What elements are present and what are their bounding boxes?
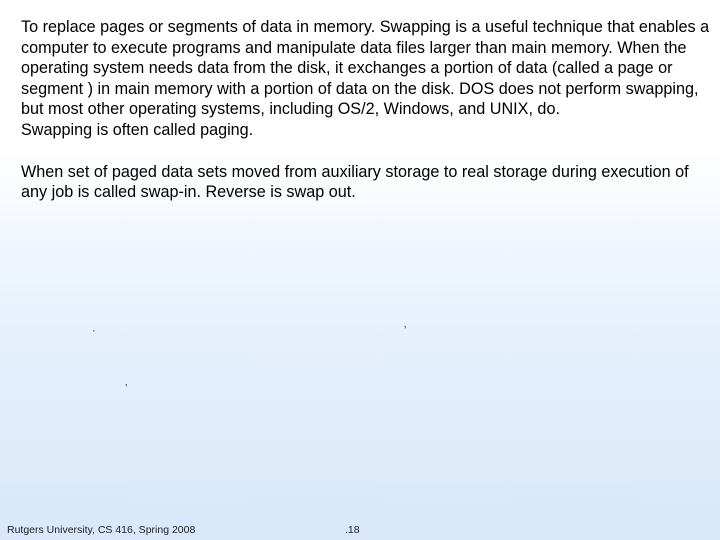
footer-source: Rutgers University, CS 416, Spring 2008 <box>7 524 196 536</box>
paragraph-spacer <box>21 141 711 162</box>
stray-mark: · <box>92 325 96 337</box>
stray-mark: ʼ <box>404 325 407 337</box>
slide-number: .18 <box>345 524 360 536</box>
paragraph-swapping-definition: To replace pages or segments of data in memory. Swapping is a useful technique that enables a computer to execute programs and manipulate data files larger than main memory. When the operating system needs data from the disk, it exchanges a portion of data (called a page or segment ) in main memory with a portion of data on the disk. DOS does not perform swapping, but most other operating systems, including OS/2, Windows, and UNIX, do. <box>21 18 710 119</box>
paragraph-swap-in-out: When set of paged data sets moved from auxiliary storage to real storage during execution of any job is called swap-in. Reverse is swap out. <box>21 162 689 202</box>
slide-body <box>21 17 711 203</box>
stray-mark: ʼ <box>125 383 128 395</box>
paragraph-paging-alias: Swapping is often called paging. <box>21 120 254 139</box>
